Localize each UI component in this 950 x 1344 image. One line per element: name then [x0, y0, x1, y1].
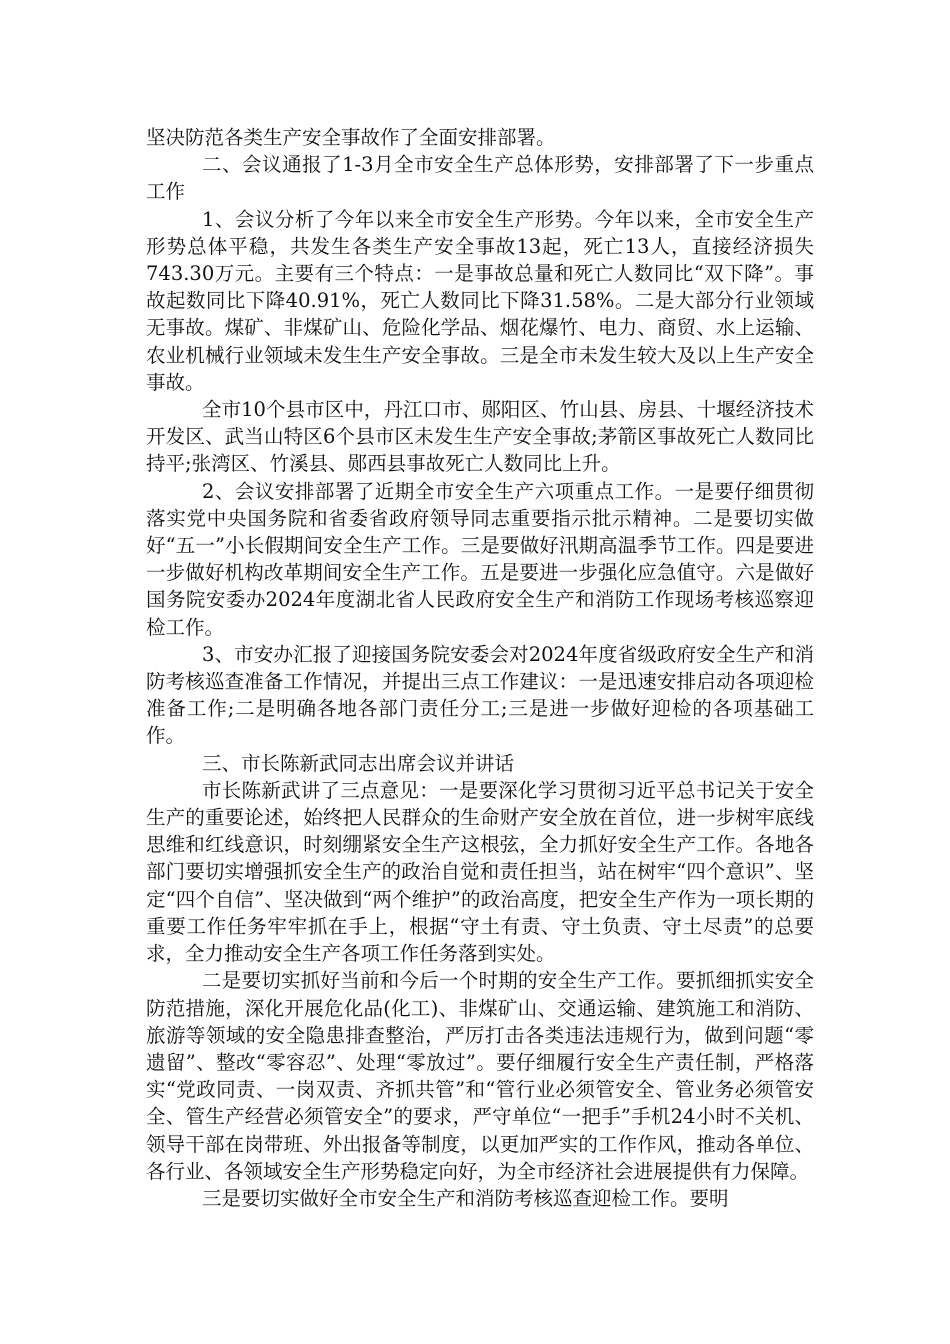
document-body — [146, 124, 814, 1212]
section-heading-3: 三、市长陈新武同志出席会议并讲话 — [202, 751, 515, 775]
paragraph-county-summary: 全市10个县市区中，丹江口市、郧阳区、竹山县、房县、十堰经济技术开发区、武当山特区6个县市区未发生生产安全事故;茅箭区事故死亡人数同比持平;张湾区、竹溪县、郧西县事故死亡人数同比上升。 — [146, 398, 814, 476]
paragraph-inspection-report: 3、市安办汇报了迎接国务院安委会对2024年度省级政府安全生产和消防考核巡查准备工作情况，并提出三点工作建议：一是迅速安排启动各项迎检准备工作;二是明确各地各部门责任分工;三是进一步做好迎检的各项基础工作。 — [146, 642, 814, 748]
paragraph-mayor-point-3: 三是要切实做好全市安全生产和消防考核巡查迎检工作。要明 — [202, 1186, 729, 1210]
paragraph-mayor-point-2: 二是要切实抓好当前和今后一个时期的安全生产工作。要抓细抓实安全防范措施，深化开展危化品(化工)、非煤矿山、交通运输、建筑施工和消防、旅游等领域的安全隐患排查整治，严厉打击各类违法违规行为，做到问题“零遗留”、整改“零容忍”、处理“零放过”。要仔细履行安全生产责任制，严格落实“党政同责、一岗双责、齐抓共管”和“管行业必须管安全、管业务必须管安全、管生产经营必须管安全”的要求，严守单位“一把手”手机24小时不关机、领导干部在岗带班、外出报备等制度，以更加严实的工作作风，推动各单位、各行业、各领域安全生产形势稳定向好，为全市经济社会进展提供有力保障。 — [146, 969, 814, 1183]
paragraph-key-tasks: 2、会议安排部署了近期全市安全生产六项重点工作。一是要仔细贯彻落实党中央国务院和省委省政府领导同志重要指示批示精神。二是要切实做好“五一”小长假期间安全生产工作。三是要做好汛期高温季节工作。四是要进一步做好机构改革期间安全生产工作。五是要进一步强化应急值守。六是做好国务院安委办2024年度湖北省人民政府安全生产和消防工作现场考核巡察迎检工作。 — [146, 479, 814, 639]
paragraph-situation-analysis: 1、会议分析了今年以来全市安全生产形势。今年以来，全市安全生产形势总体平稳，共发生各类生产安全事故13起，死亡13人，直接经济损失743.30万元。主要有三个特点：一是事故总量和死亡人数同比“双下降”。事故起数同比下降40.91%，死亡人数同比下降31.58%。二是大部分行业领域无事故。煤矿、非煤矿山、危险化学品、烟花爆竹、电力、商贸、水上运输、农业机械行业领域未发生生产安全事故。三是全市未发生较大及以上生产安全事故。 — [146, 207, 814, 394]
paragraph-continuation: 坚决防范各类生产安全事故作了全面安排部署。 — [146, 126, 556, 149]
paragraph-mayor-point-1: 市长陈新武讲了三点意见：一是要深化学习贯彻习近平总书记关于安全生产的重要论述，始终把人民群众的生命财产安全放在首位，进一步树牢底线思维和红线意识，时刻绷紧安全生产这根弦，全力抓好安全生产工作。各地各部门要切实增强抓安全生产的政治自觉和责任担当，站在树牢“四个意识”、坚定“四个自信”、坚决做到“两个维护”的政治高度，把安全生产作为一项长期的重要工作任务牢牢抓在手上，根据“守土有责、守土负责、守土尽责”的总要求，全力推动安全生产各项工作任务落到实处。 — [146, 778, 814, 966]
section-heading-2: 二、会议通报了1-3月全市安全生产总体形势，安排部署了下一步重点工作 — [146, 153, 814, 204]
